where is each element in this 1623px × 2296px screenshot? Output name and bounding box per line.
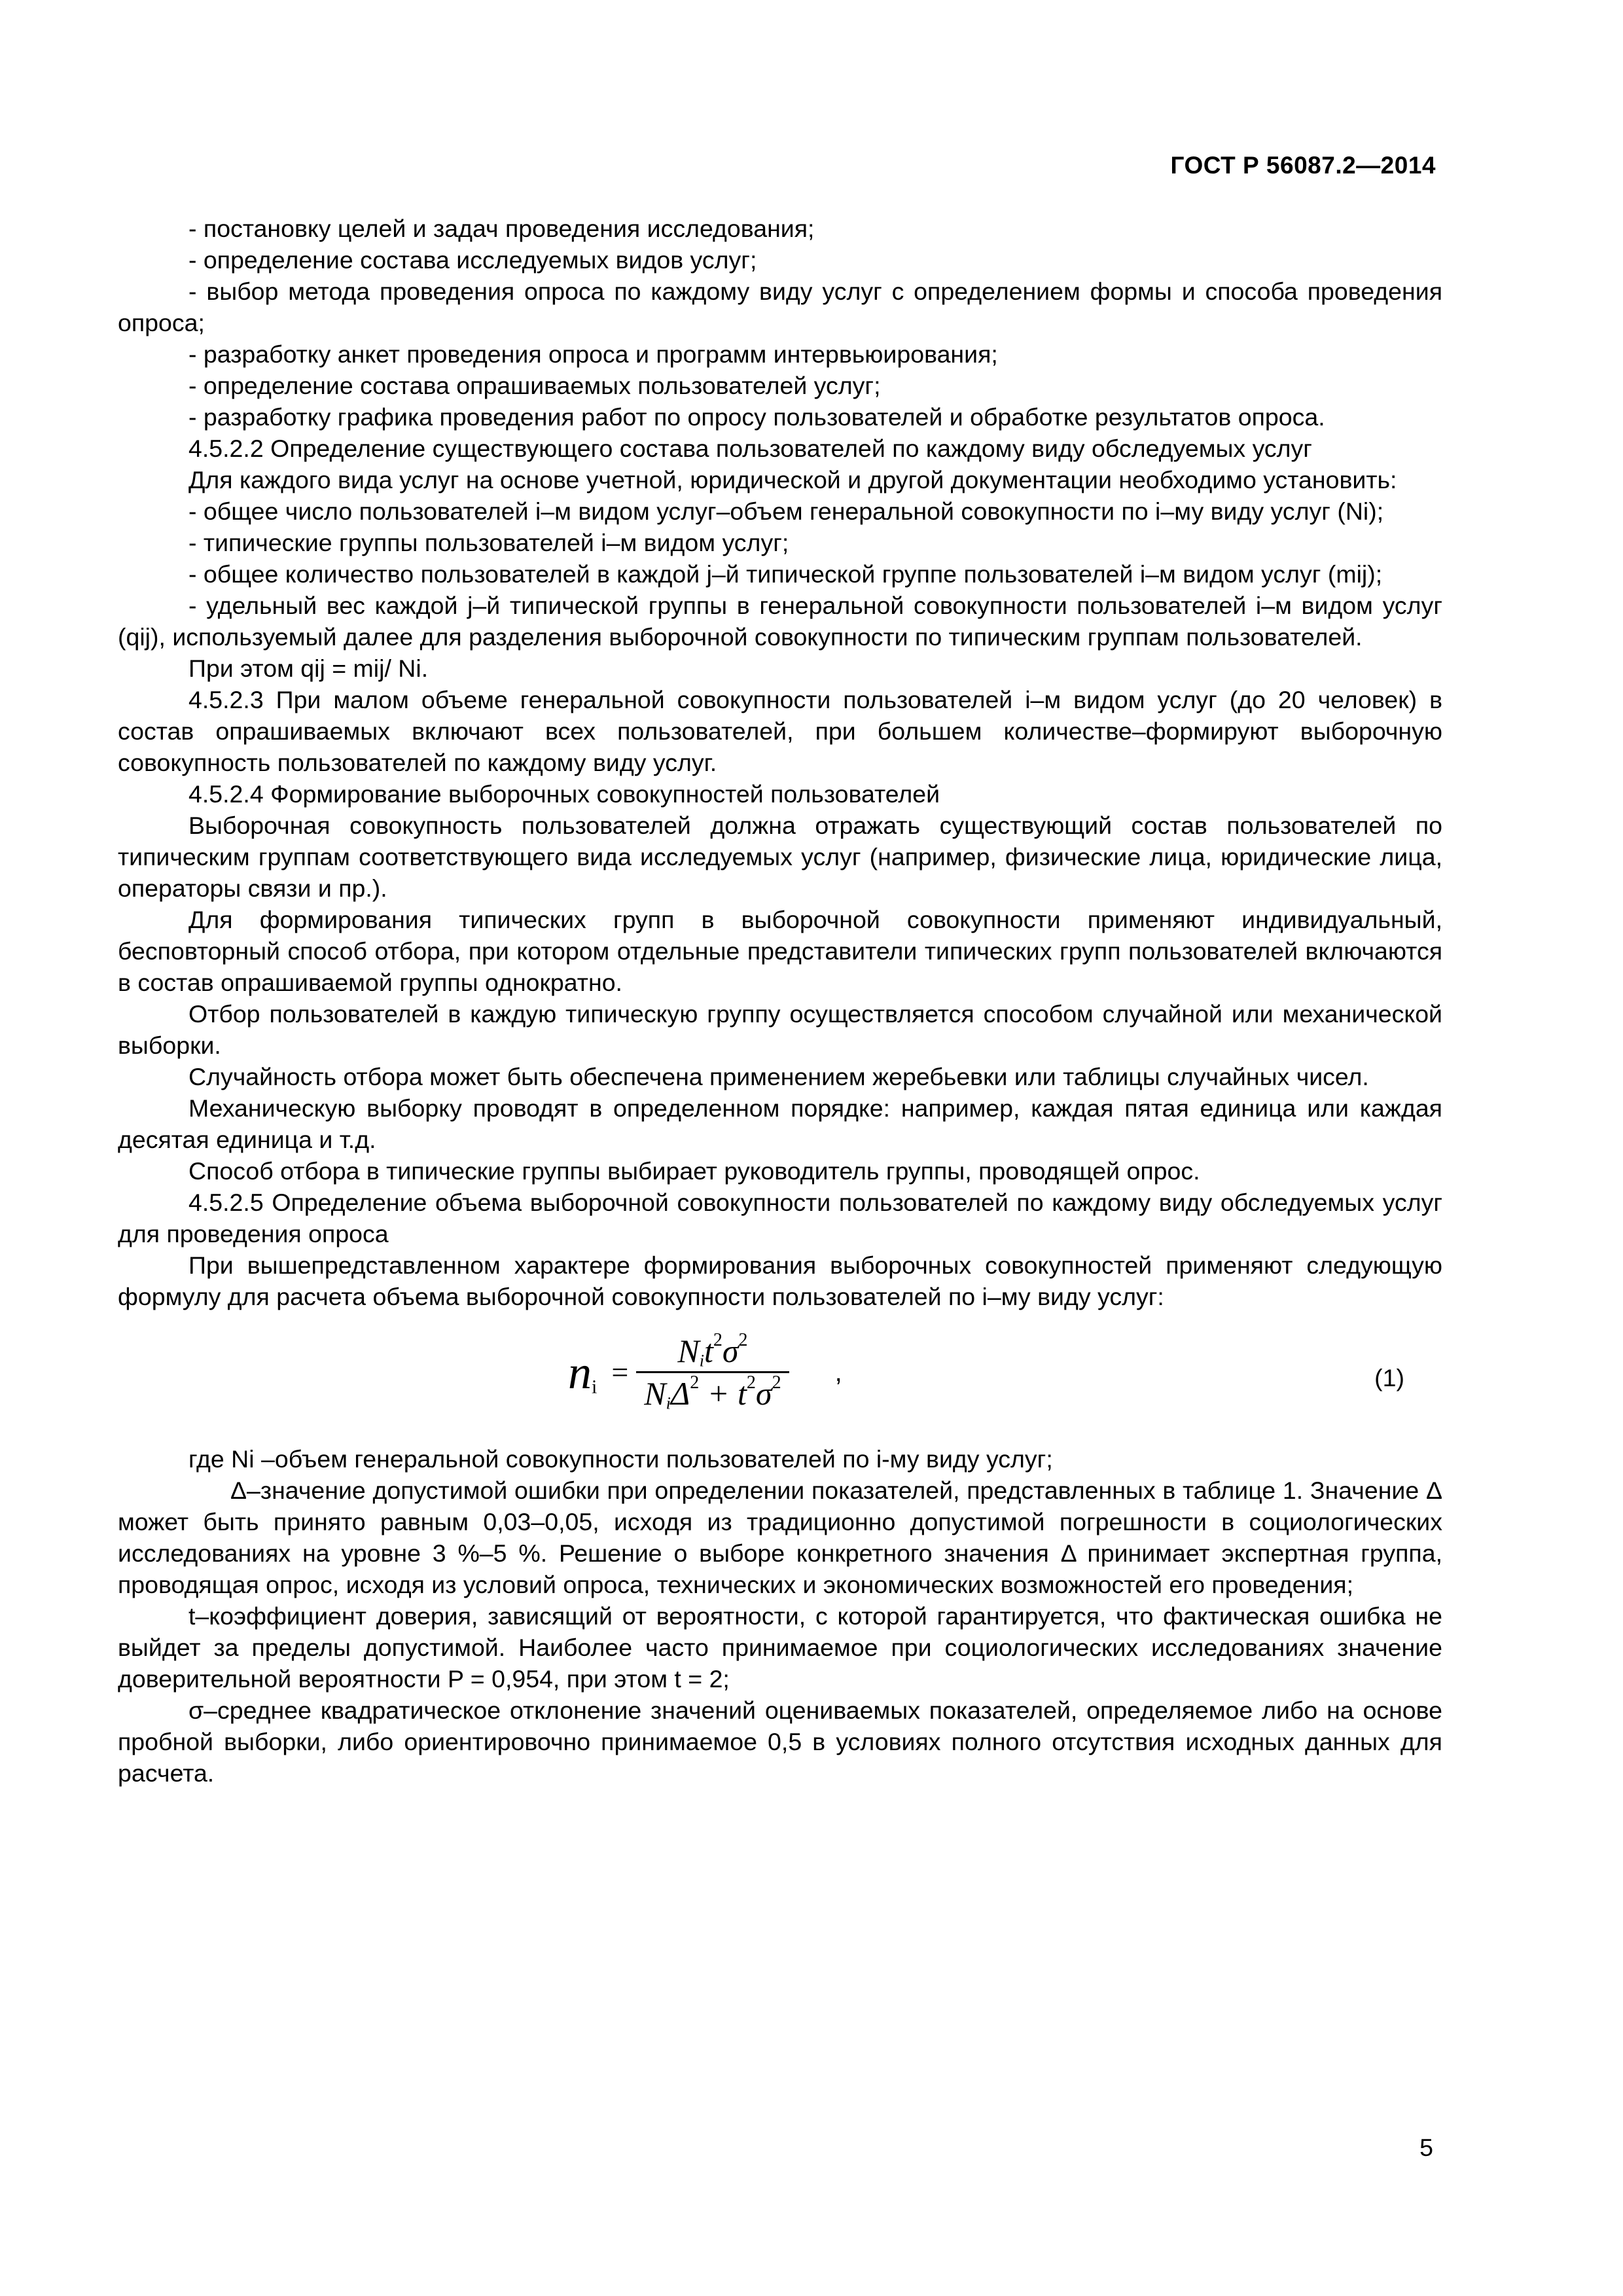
paragraph: При вышепредставленном характере формирования выборочных совокупностей применяют следующую формулу для расчета объема выборочной совокупности пользователей по i–му виду услуг: [118, 1251, 1442, 1310]
formula-number: (1) [1374, 1364, 1404, 1391]
section-heading: 4.5.2.3 При малом объеме генеральной совокупности пользователей i–м видом услуг (до 20 человек) в состав опрашиваемых включают всех пользователей, при большем количестве–формируют выборочную совокупность пользователей по каждому виду услуг. [118, 686, 1442, 776]
list-item: - постановку целей и задач проведения исследования; [188, 215, 815, 242]
list-item: - типические группы пользователей i–м видом услуг; [188, 529, 789, 556]
list-item: - общее число пользователей i–м видом услуг–объем генеральной совокупности по i–му виду услуг (Ni); [188, 497, 1384, 525]
section-heading: 4.5.2.5 Определение объема выборочной совокупности пользователей по каждому виду обследуемых услуг для проведения опроса [118, 1189, 1442, 1247]
formula-row [118, 1312, 1442, 1443]
page-number: 5 [1419, 2134, 1433, 2161]
formula-equals: = [611, 1355, 629, 1389]
explanation-paragraph: Δ–значение допустимой ошибки при определении показателей, представленных в таблице 1. Значение Δ может быть принято равным 0,03–0,05, исходя из традиционно допустимой погрешности в социологических исследованиях на уровне 3 %–5 %. Решение о выборе конкретного значения Δ принимает экспертная группа, проводящая опрос, исходя из условий опроса, технических и экономических возможностей его проведения; [118, 1477, 1442, 1598]
list-item: - определение состава исследуемых видов услуг; [188, 246, 757, 274]
paragraph: При этом qij = mij/ Ni. [188, 655, 429, 682]
paragraph: Для формирования типических групп в выборочной совокупности применяют индивидуальный, бесповторный способ отбора, при котором отдельные представители типических групп пользователей включаются в состав опрашиваемой группы однократно. [118, 906, 1442, 996]
paragraph: Механическую выборку проводят в определенном порядке: например, каждая пятая единица или каждая десятая единица и т.д. [118, 1094, 1442, 1153]
section-heading: 4.5.2.4 Формирование выборочных совокупностей пользователей [188, 780, 940, 808]
formula-fraction [636, 1331, 789, 1414]
paragraph: Выборочная совокупность пользователей должна отражать существующий состав пользователей по типическим группам соответствующего вида исследуемых услуг (например, физические лица, юридические лица, операторы связи и пр.). [118, 812, 1442, 902]
list-item: - удельный вес каждой j–й типической группы в генеральной совокупности пользователей i–м видом услуг (qij), используемый далее для разделения выборочной совокупности по типическим группам пользователей. [118, 592, 1442, 651]
formula-comma: , [834, 1357, 842, 1387]
formula-lhs: $n_i$ [568, 1346, 597, 1399]
list-item: - общее количество пользователей в каждой j–й типической группе пользователей i–м видом услуг (mij); [188, 560, 1383, 588]
paragraph: Способ отбора в типические группы выбирает руководитель группы, проводящей опрос. [188, 1157, 1200, 1185]
sample-size-formula [568, 1331, 842, 1414]
list-item: - разработку анкет проведения опроса и программ интервьюирования; [188, 340, 998, 368]
list-item: - разработку графика проведения работ по опросу пользователей и обработке результатов опроса. [188, 403, 1325, 431]
section-heading: 4.5.2.2 Определение существующего состава пользователей по каждому виду обследуемых услуг [188, 435, 1312, 462]
formula-numerator: $N_it^2\sigma^2$ [677, 1329, 748, 1371]
document-code: ГОСТ Р 56087.2—2014 [1170, 152, 1436, 179]
paragraph: Случайность отбора может быть обеспечена применением жеребьевки или таблицы случайных чисел. [188, 1063, 1369, 1090]
list-item: - определение состава опрашиваемых пользователей услуг; [188, 372, 881, 399]
paragraph: Для каждого вида услуг на основе учетной, юридической и другой документации необходимо установить: [188, 466, 1397, 493]
formula-denominator: $N_i\Delta^2 + t^2\sigma^2$ [644, 1372, 781, 1413]
explanation-paragraph: σ–среднее квадратическое отклонение значений оцениваемых показателей, определяемое либо на основе пробной выборки, либо ориентировочно принимаемое 0,5 в условиях полного отсутствия исходных данных для расчета. [118, 1696, 1442, 1787]
paragraph: Отбор пользователей в каждую типическую группу осуществляется способом случайной или механической выборки. [118, 1000, 1442, 1059]
document-body [118, 213, 1442, 1789]
explanation-paragraph: где Ni –объем генеральной совокупности пользователей по i-му виду услуг; [188, 1445, 1053, 1473]
list-item: - выбор метода проведения опроса по каждому виду услуг с определением формы и способа проведения опроса; [118, 278, 1442, 336]
explanation-paragraph: t–коэффициент доверия, зависящий от вероятности, с которой гарантируется, что фактическая ошибка не выйдет за пределы допустимой. Наиболее часто принимаемое при социологических исследованиях значение доверительной вероятности P = 0,954, при этом t = 2; [118, 1602, 1442, 1693]
